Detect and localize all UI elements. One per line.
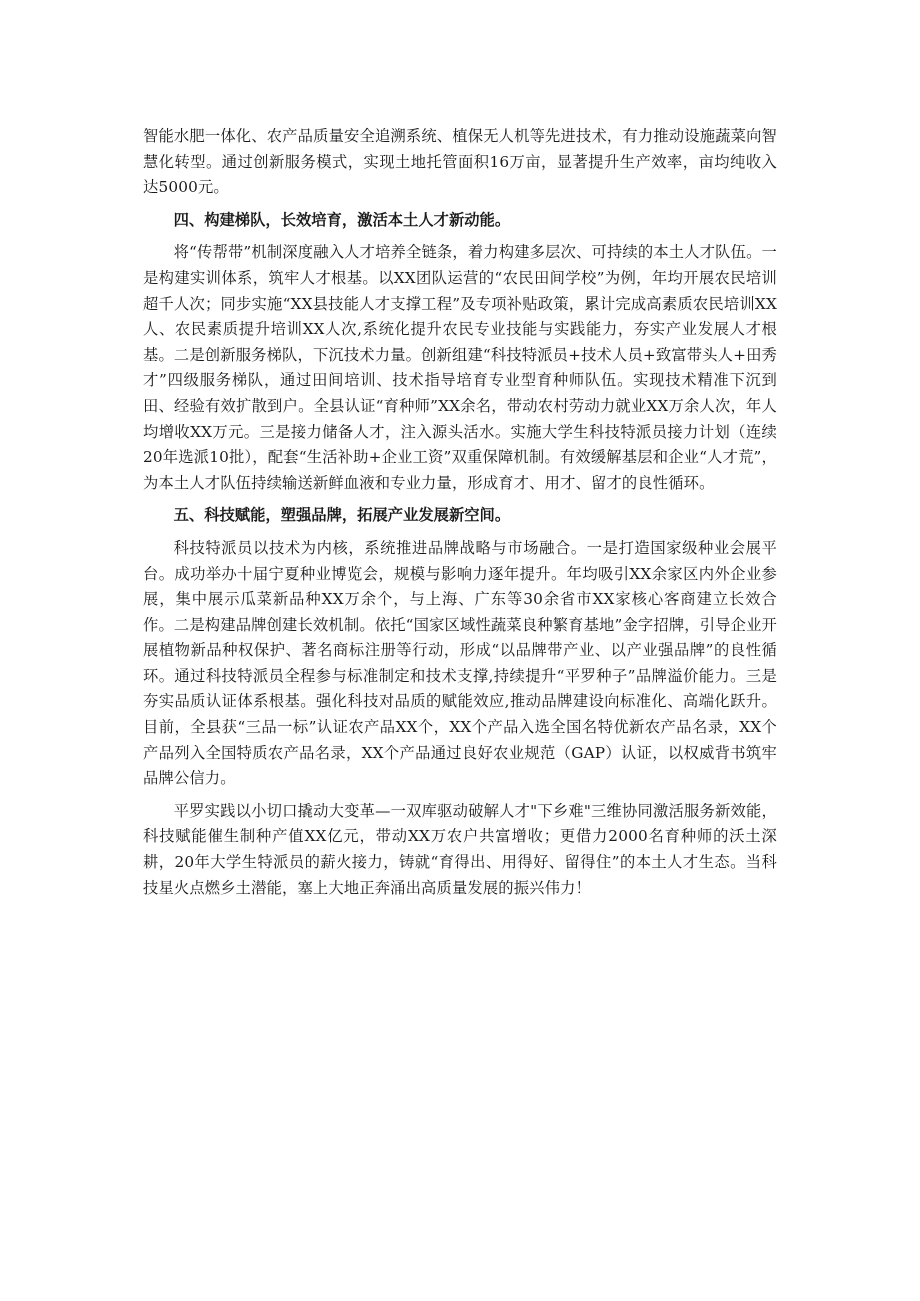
document-page: [143, 124, 777, 901]
section-5-heading: 五、科技赋能，塑强品牌，拓展产业发展新空间。: [173, 506, 511, 525]
section-5-body: 科技特派员以技术为内核，系统推进品牌战略与市场融合。一是打造国家级种业会展平台。成功举办十届宁夏种业博览会，规模与影响力逐年提升。年均吸引XX余家区内外企业参展，集中展示瓜菜新品种XX万余个，与上海、广东等30余省市XX家核心客商建立长效合作。二是构建品牌创建长效机制。依托“国家区域性蔬菜良种繁育基地”金字招牌，引导企业开展植物新品种权保护、著名商标注册等行动，形成“以品牌带产业、以产业强品牌”的良性循环。通过科技特派员全程参与标准制定和技术支撑,持续提升“平罗种子”品牌溢价能力。三是夯实品质认证体系根基。强化科技对品质的赋能效应,推动品牌建设向标准化、高端化跃升。目前，全县获“三品一标”认证农产品XX个，XX个产品入选全国名特优新农产品名录，XX个产品列入全国特质农产品名录，XX个产品通过良好农业规范（GAP）认证，以权威背书筑牢品牌公信力。: [143, 538, 777, 788]
section-4-body: 将“传帮带”机制深度融入人才培养全链条，着力构建多层次、可持续的本土人才队伍。一是构建实训体系，筑牢人才根基。以XX团队运营的“农民田间学校”为例，年均开展农民培训超千人次；同步实施“XX县技能人才支撑工程”及专项补贴政策，累计完成高素质农民培训XX人、农民素质提升培训XX人次,系统化提升农民专业技能与实践能力，夯实产业发展人才根基。二是创新服务梯队，下沉技术力量。创新组建“科技特派员+技术人员+致富带头人+田秀才”四级服务梯队，通过田间培训、技术指导培育专业型育种师队伍。实现技术精准下沉到田、经验有效扩散到户。全县认证“育种师”XX余名，带动农村劳动力就业XX万余人次，年人均增收XX万元。三是接力储备人才，注入源头活水。实施大学生科技特派员接力计划（连续20年选派10批），配套“生活补助+企业工资”双重保障机制。有效缓解基层和企业“人才荒”，为本土人才队伍持续输送新鲜血液和专业力量，形成育才、用才、留才的良性循环。: [143, 243, 777, 492]
conclusion-paragraph: 平罗实践以小切口撬动大变革—一双库驱动破解人才"下乡难"三维协同激活服务新效能，科技赋能催生制种产值XX亿元，带动XX万农户共富增收；更借力2000名育种师的沃土深耕，20年大学生特派员的薪火接力，铸就“育得出、用得好、留得住”的本土人才生态。当科技星火点燃乡土潜能，塞上大地正奔涌出高质量发展的振兴伟力！: [143, 801, 777, 897]
section-4-heading: 四、构建梯队，长效培育，激活本土人才新动能。: [173, 210, 511, 229]
continuation-paragraph: 智能水肥一体化、农产品质量安全追溯系统、植保无人机等先进技术，有力推动设施蔬菜向智慧化转型。通过创新服务模式，实现土地托管面积16万亩，显著提升生产效率，亩均纯收入达5000元。: [143, 127, 777, 197]
